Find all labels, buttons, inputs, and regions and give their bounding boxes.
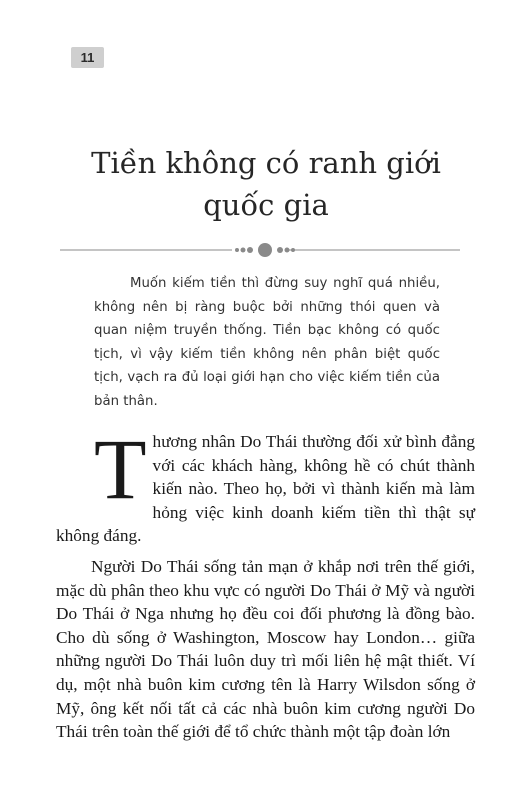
paragraph-1 xyxy=(56,421,475,548)
chapter-title-line-2: quốc gia xyxy=(203,188,329,222)
chapter-title xyxy=(40,142,492,226)
chapter-title-line-1: Tiền không có ranh giới xyxy=(91,146,441,180)
intro-paragraph: Muốn kiếm tiền thì đừng suy nghĩ quá nhiều, không nên bị ràng buộc bởi những thói quen và quan niệm truyền thống. Tiền bạc không có quốc tịch, vì vậy kiếm tiền không nên phân biệt quốc tịch, vạch ra đủ loại giới hạn cho việc kiếm tiền của bản thân. xyxy=(94,276,440,409)
drop-cap: T xyxy=(94,421,147,517)
page-number: 11 xyxy=(71,47,104,68)
body-text xyxy=(56,421,475,744)
divider-ornament xyxy=(60,238,460,262)
paragraph-2: Người Do Thái sống tản mạn ở khắp nơi trên thế giới, mặc dù phân theo khu vực có người Do Thái ở Mỹ và người Do Thái ở Nga nhưng họ đều coi đối phương là đồng bào. Cho dù sống ở Washington, Moscow hay London… giữa những người Do Thái luôn duy trì mối liên hệ mật thiết. Ví dụ, một nhà buôn kim cương tên là Harry Wilsdon sống ở Mỹ, ông kết nối tất cả các nhà buôn kim cương người Do Thái trên toàn thế giới để tổ chức thành một tập đoàn lớn xyxy=(56,556,475,742)
chapter-intro xyxy=(94,272,440,413)
paragraph-1-text: hương nhân Do Thái thường đối xử bình đẳng với các khách hàng, không hề có chút thành kiến nào. Theo họ, bởi vì thành kiến mà làm hỏng việc kinh doanh kiếm tiền thì thật sự không đáng. xyxy=(56,432,475,546)
